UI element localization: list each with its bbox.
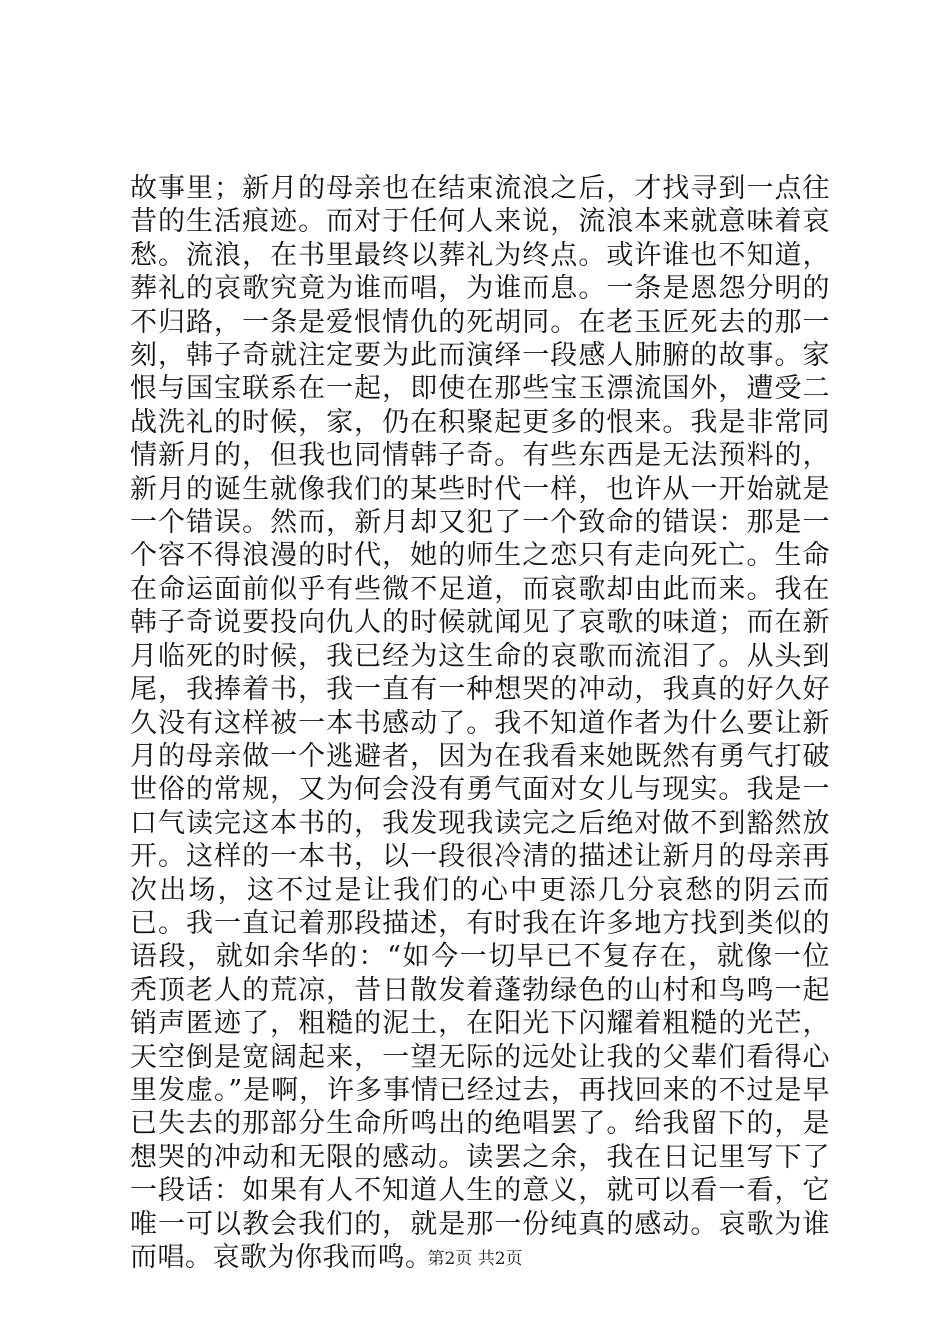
page-number-footer: 第2页 共2页	[427, 1249, 523, 1269]
body-paragraph: 故事里；新月的母亲也在结束流浪之后，才找寻到一点往昔的生活痕迹。而对于任何人来说，流浪本来就意味着哀愁。流浪，在书里最终以葬礼为终点。或许谁也不知道，葬礼的哀歌究竟为谁而唱，为谁而息。一条是恩怨分明的不归路，一条是爱恨情仇的死胡同。在老玉匠死去的那一刻，韩子奇就注定要为此而演绎一段感人肺腑的故事。家恨与国宝联系在一起，即使在那些宝玉漂流国外，遭受二战洗礼的时候，家，仍在积聚起更多的恨来。我是非常同情新月的，但我也同情韩子奇。有些东西是无法预料的，新月的诞生就像我们的某些时代一样，也许从一开始就是一个错误。然而，新月却又犯了一个致命的错误：那是一个容不得浪漫的时代，她的师生之恋只有走向死亡。生命在命运面前似乎有些微不足道，而哀歌却由此而来。我在韩子奇说要投向仇人的时候就闻见了哀歌的味道；而在新月临死的时候，我已经为这生命的哀歌而流泪了。从头到尾，我捧着书，我一直有一种想哭的冲动，我真的好久好久没有这样被一本书感动了。我不知道作者为什么要让新月的母亲做一个逃避者，因为在我看来她既然有勇气打破世俗的常规，又为何会没有勇气面对女儿与现实。我是一口气读完这本书的，我发现我读完之后绝对做不到豁然放开。这样的一本书，以一段很冷清的描述让新月的母亲再次出场，这不过是让我们的心中更添几分哀愁的阴云而已。我一直记着那段描述，有时我在许多地方找到类似的语段，就如余华的：“如今一切早已不复存在，就像一位秃顶老人的荒凉，昔日散发着蓬勃绿色的山村和鸟鸣一起销声匿迹了，粗糙的泥土，在阳光下闪耀着粗糙的光芒，天空倒是宽阔起来，一望无际的远处让我的父辈们看得心里发虚。”是啊，许多事情已经过去，再找回来的不过是早已失去的那部分生命所鸣出的绝唱罢了。给我留下的，是想哭的冲动和无限的感动。读罢之余，我在日记里写下了一段话：如果有人不知道人生的意义，就可以看一看，它唯一可以教会我们的，就是那一份纯真的感动。哀歌为谁而唱。哀歌为你我而鸣。	[130, 173, 830, 1273]
